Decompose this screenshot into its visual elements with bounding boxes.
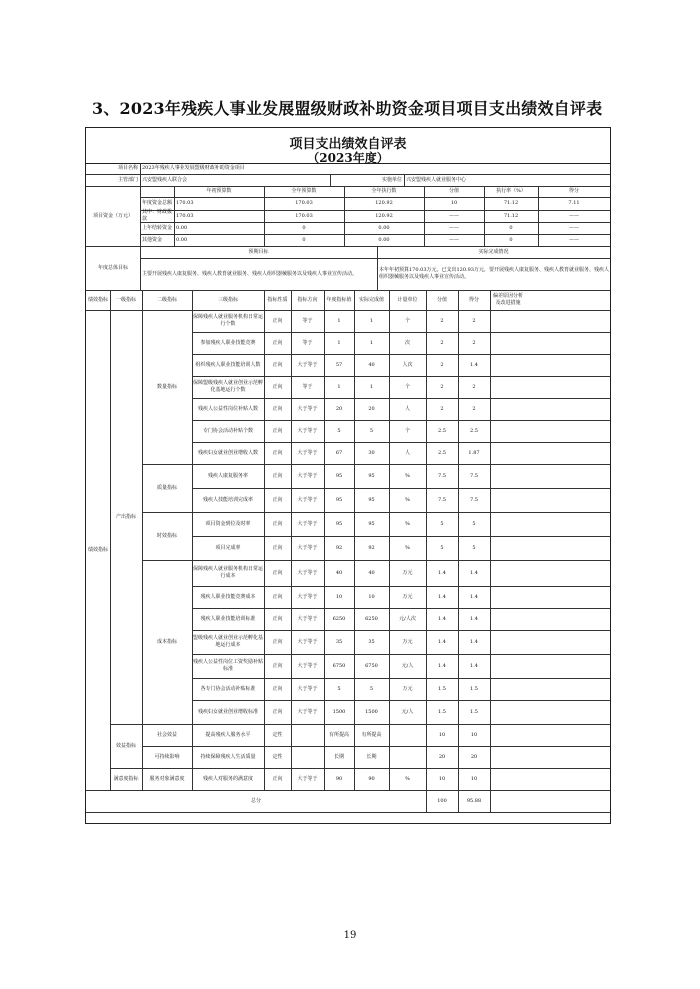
l2-quantity: 数量指标: [156, 383, 177, 390]
table-cell: 正向: [272, 383, 283, 390]
funds-header-0: 年初预算数: [206, 188, 232, 195]
table-cell: 95: [368, 496, 375, 503]
table-cell: 7.5: [438, 496, 446, 503]
table-cell: 等于: [302, 383, 313, 390]
table-cell: 残疾人技能培训完成率: [202, 496, 253, 503]
funds-cell: 170.03: [176, 212, 194, 219]
l2-sustain: 可持续影响: [154, 753, 180, 760]
table-cell: 正向: [272, 593, 283, 600]
table-cell: 万元: [402, 593, 413, 600]
funds-cell: 71.12: [503, 212, 519, 219]
funds-cell: ——: [449, 236, 459, 243]
total-got: 95.88: [466, 797, 482, 804]
table-cell: 1: [369, 317, 374, 324]
table-cell: 6750: [365, 662, 378, 669]
table-cell: 正向: [272, 472, 283, 479]
table-cell: 正向: [272, 544, 283, 551]
table-cell: 残疾人公益性岗位工资奖励补贴标准: [193, 659, 264, 672]
funds-row-label: 上年结转资金: [142, 224, 173, 231]
table-cell: 20: [438, 753, 446, 760]
perf-header-1: 一级指标: [115, 296, 136, 303]
table-cell: 元/人: [401, 662, 414, 669]
table-cell: 90: [335, 775, 343, 782]
table-cell: 1.4: [438, 615, 446, 622]
table-cell: 6750: [332, 662, 346, 669]
table-cell: 5: [472, 544, 476, 551]
table-cell: 正向: [272, 708, 283, 715]
table-cell: [490, 442, 610, 464]
table-cell: 1.4: [470, 593, 478, 600]
l1-satisfaction: 满意度指标: [113, 775, 139, 782]
table-cell: 次: [404, 339, 410, 346]
funds-header-2: 全年执行数: [371, 188, 397, 195]
funds-cell: 0.00: [176, 236, 188, 243]
table-cell: 10: [438, 775, 446, 782]
table-cell: 1.4: [470, 615, 478, 622]
funds-cell: ——: [569, 212, 579, 219]
perf-header-9: 分值: [436, 296, 447, 303]
table-cell: 人次: [402, 361, 413, 368]
funds-cell: 170.03: [295, 212, 313, 219]
goal-expected-label: 预期目标: [248, 248, 269, 255]
table-cell: 正向: [272, 405, 283, 412]
table-cell: [291, 746, 324, 768]
table-cell: 残疾人职业技能培训标准: [200, 615, 256, 622]
table-cell: 残疾人对服务的满意度: [202, 775, 253, 782]
table-cell: [389, 746, 426, 768]
table-cell: 1: [369, 339, 374, 346]
table-cell: 大于等于: [297, 472, 318, 479]
table-cell: 正向: [272, 775, 283, 782]
table-cell: 保障残疾人就业服务机构日常运行个数: [193, 314, 264, 327]
table-cell: 1.87: [468, 449, 480, 456]
table-cell: 专门协会活动补贴个数: [202, 427, 253, 434]
funds-cell: ——: [449, 224, 459, 231]
table-cell: 个: [404, 383, 410, 390]
table-cell: 1500: [365, 708, 378, 715]
table-cell: [490, 560, 610, 586]
table-cell: [490, 354, 610, 376]
funds-label: 项目资金（万元）: [92, 212, 133, 219]
table-cell: 定性: [272, 731, 283, 738]
table-cell: 有所提高: [328, 731, 349, 738]
impl-name: 兴安盟残疾人就业服务中心: [406, 176, 467, 183]
perf-header-7: 实际完成值: [358, 296, 384, 303]
table-cell: [490, 398, 610, 420]
perf-header-5: 指标方向: [297, 296, 318, 303]
table-cell: 提高残疾人服务水平: [205, 731, 251, 738]
table-cell: [490, 332, 610, 354]
table-cell: 92: [368, 544, 375, 551]
grid-line: [86, 812, 610, 813]
funds-cell: 0.00: [378, 236, 390, 243]
funds-row-label: 其中：财政拨款: [142, 209, 173, 222]
table-cell: 2: [440, 339, 444, 346]
table-cell: 长期: [333, 753, 344, 760]
table-cell: 20: [335, 405, 343, 412]
table-cell: 正向: [272, 569, 283, 576]
table-cell: 正向: [272, 638, 283, 645]
dept-label: 主管部门: [117, 176, 138, 183]
table-cell: 1: [337, 383, 341, 390]
l2-service: 服务对象满意度: [149, 775, 185, 782]
table-cell: 长期: [366, 753, 377, 760]
perf-header-3: 三级指标: [217, 296, 238, 303]
table-cell: [490, 654, 610, 678]
table-cell: [490, 630, 610, 654]
table-cell: 万元: [402, 685, 413, 692]
table-cell: 10: [368, 593, 375, 600]
table-cell: 大于等于: [297, 775, 318, 782]
table-cell: 1.4: [438, 593, 446, 600]
table-cell: 67: [335, 449, 343, 456]
table-cell: 1.4: [470, 662, 478, 669]
goal-expected: 主要开展残疾人康复服务、残疾人教育就业服务、残疾人组织器械服务以及残疾人事业宣传活动。: [142, 270, 358, 277]
table-cell: 项目资金到位及时率: [205, 520, 251, 527]
funds-cell: 10: [450, 200, 458, 207]
table-cell: 7.5: [470, 472, 478, 479]
table-cell: 元/人: [401, 708, 414, 715]
table-cell: 人: [404, 405, 410, 412]
perf-header-4: 指标性质: [267, 296, 288, 303]
table-cell: 40: [335, 569, 343, 576]
table-cell: 大于等于: [297, 708, 318, 715]
table-cell: 1.5: [470, 685, 478, 692]
table-cell: 5: [472, 520, 476, 527]
funds-row-label: 年度资金总额: [142, 200, 173, 207]
total-label: 总分: [250, 797, 261, 804]
table-cell: 10: [438, 731, 446, 738]
table-cell: [490, 376, 610, 398]
funds-cell: 170.03: [176, 200, 194, 207]
funds-header-4: 执行率（%）: [496, 188, 526, 195]
total-score: 100: [437, 797, 447, 804]
table-cell: 大于等于: [297, 638, 318, 645]
table-cell: 95: [335, 472, 343, 479]
table-cell: 1.4: [470, 361, 478, 368]
table-cell: 90: [368, 775, 375, 782]
table-cell: 残疾妇女就业创业增收人数: [197, 449, 258, 456]
table-cell: 95: [368, 520, 375, 527]
table-cell: 1.4: [470, 638, 478, 645]
table-cell: 保障盟级残疾人就业创业示范孵化基地运行个数: [193, 380, 264, 393]
table-cell: 2: [472, 405, 476, 412]
table-cell: [490, 420, 610, 442]
table-cell: %: [405, 520, 410, 527]
funds-cell: 0: [302, 224, 306, 231]
table-cell: 等于: [302, 317, 313, 324]
table-cell: 人: [404, 449, 410, 456]
table-cell: 大于等于: [297, 520, 318, 527]
table-cell: 万元: [402, 569, 413, 576]
table-cell: 个: [404, 317, 410, 324]
table-cell: 大于等于: [297, 496, 318, 503]
table-cell: 30: [368, 449, 375, 456]
funds-cell: 0.00: [378, 224, 390, 231]
table-subtitle: （2023年度）: [307, 151, 389, 165]
table-cell: 1: [337, 339, 341, 346]
table-cell: 组织残疾人职业技能培训人数: [195, 361, 261, 368]
table-cell: 保障残疾人就业服务机构日常运行成本: [193, 566, 264, 579]
table-cell: 2: [440, 361, 444, 368]
table-cell: 1.5: [438, 708, 446, 715]
table-cell: 2: [472, 383, 476, 390]
table-cell: [490, 768, 610, 790]
funds-cell: 71.12: [503, 200, 519, 207]
table-cell: 大于等于: [297, 405, 318, 412]
grid-line: [490, 790, 491, 812]
table-cell: 95: [335, 520, 343, 527]
table-cell: 等于: [302, 339, 313, 346]
table-cell: 盟级残疾人就业创业示范孵化基地运行成本: [193, 635, 264, 648]
table-cell: [490, 678, 610, 700]
funds-cell: 7.11: [568, 200, 580, 207]
table-cell: 正向: [272, 520, 283, 527]
table-cell: [490, 310, 610, 332]
table-cell: [490, 464, 610, 488]
impl-label: 实施单位: [381, 176, 402, 183]
table-cell: %: [405, 775, 410, 782]
funds-cell: 0: [509, 236, 513, 243]
table-cell: 持续保障残疾人生活质量: [200, 753, 256, 760]
table-cell: %: [405, 544, 410, 551]
table-cell: 正向: [272, 317, 283, 324]
table-cell: 大于等于: [297, 593, 318, 600]
table-cell: 个: [404, 427, 410, 434]
table-cell: 5: [440, 520, 444, 527]
perf-header-10: 得分: [468, 296, 479, 303]
table-cell: 1: [369, 383, 374, 390]
table-cell: 正向: [272, 361, 283, 368]
table-cell: [291, 724, 324, 746]
l2-social: 社会效益: [156, 731, 177, 738]
table-title: 项目支出绩效自评表: [289, 137, 407, 152]
table-cell: 1.4: [438, 638, 446, 645]
funds-header-1: 全年预算数: [291, 188, 317, 195]
table-cell: 各专门协会活动补贴标准: [200, 685, 256, 692]
table-cell: 10: [470, 731, 478, 738]
table-cell: 5: [337, 685, 341, 692]
table-cell: 大于等于: [297, 427, 318, 434]
table-cell: 正向: [272, 449, 283, 456]
table-cell: 2: [472, 317, 476, 324]
table-cell: 有所提高: [361, 731, 382, 738]
table-cell: 万元: [402, 638, 413, 645]
l1-output: 产出指标: [115, 513, 136, 520]
table-cell: [490, 512, 610, 536]
table-cell: [490, 746, 610, 768]
table-cell: 35: [368, 638, 375, 645]
funds-cell: 170.03: [295, 200, 313, 207]
table-cell: 正向: [272, 615, 283, 622]
funds-cell: 120.92: [375, 212, 393, 219]
goal-actual-label: 实际完成情况: [478, 248, 509, 255]
table-cell: [490, 488, 610, 512]
perf-header-6: 年度指标值: [326, 296, 352, 303]
table-cell: [490, 586, 610, 608]
table-cell: 正向: [272, 427, 283, 434]
table-cell: [490, 700, 610, 724]
table-cell: 20: [470, 753, 478, 760]
funds-cell: 120.92: [375, 200, 393, 207]
table-cell: 2: [472, 339, 476, 346]
perf-header-11: 偏差原因分析及改进措施: [492, 293, 523, 306]
table-cell: 10: [470, 775, 478, 782]
perf-header-8: 计量单位: [397, 296, 418, 303]
goal-label: 年度总体目标: [97, 264, 128, 271]
table-cell: 1.4: [438, 569, 446, 576]
perf-label: 绩效指标: [87, 546, 108, 553]
table-cell: 正向: [272, 496, 283, 503]
page-heading: 3、2023年残疾人事业发展盟级财政补助资金项目项目支出绩效自评表: [92, 99, 603, 118]
page-number: 19: [343, 930, 357, 941]
table-cell: 元/人次: [399, 615, 416, 622]
table-cell: 正向: [272, 339, 283, 346]
table-cell: 2.5: [438, 449, 446, 456]
table-cell: 7.5: [470, 496, 478, 503]
table-cell: 项目完成率: [215, 544, 241, 551]
table-cell: 6250: [332, 615, 346, 622]
table-cell: 35: [335, 638, 343, 645]
table-cell: 2: [440, 405, 444, 412]
table-cell: 5: [369, 427, 374, 434]
funds-cell: ——: [569, 224, 579, 231]
table-cell: %: [405, 472, 410, 479]
table-cell: 残疾妇女就业创业增收标准: [197, 708, 258, 715]
table-cell: 7.5: [438, 472, 446, 479]
table-cell: 1.5: [470, 708, 478, 715]
table-cell: 1.4: [470, 569, 478, 576]
table-cell: 大于等于: [297, 361, 318, 368]
table-cell: 2: [440, 317, 444, 324]
table-cell: 大于等于: [297, 449, 318, 456]
table-cell: 残疾人职业技能竞赛成本: [200, 593, 256, 600]
l2-cost: 成本指标: [156, 638, 177, 645]
table-cell: [490, 724, 610, 746]
table-cell: 参加残疾人职业技能竞赛: [200, 339, 256, 346]
table-cell: 40: [368, 361, 375, 368]
project-name: 2023年残疾人事业发展盟级财政补助资金项目: [142, 165, 245, 172]
table-cell: 大于等于: [297, 615, 318, 622]
table-cell: 2: [440, 383, 444, 390]
table-cell: 6250: [365, 615, 378, 622]
table-cell: [389, 724, 426, 746]
funds-cell: ——: [449, 212, 459, 219]
table-cell: %: [405, 496, 410, 503]
table-cell: [490, 608, 610, 630]
perf-header-2: 二级指标: [156, 296, 177, 303]
goal-actual: 本年年初预算170.03万元，已支出120.93万元，要开展残疾人康复服务、残疾人教育就业服务、残疾人组织器械服务以及残疾人事业宣传活动。: [379, 267, 609, 280]
perf-header-0: 绩效指标: [87, 296, 108, 303]
table-cell: 95: [368, 472, 375, 479]
l1-effect: 效益指标: [115, 742, 136, 749]
table-cell: 5: [369, 685, 374, 692]
table-cell: 正向: [272, 685, 283, 692]
table-cell: 92: [335, 544, 343, 551]
dept-name: 兴安盟残疾人联合会: [142, 176, 188, 183]
table-cell: 5: [337, 427, 341, 434]
table-cell: 1: [337, 317, 341, 324]
table-cell: 40: [368, 569, 375, 576]
table-cell: 1.5: [438, 685, 446, 692]
table-cell: 2.5: [470, 427, 478, 434]
l2-time: 时效指标: [156, 532, 177, 539]
table-cell: 残疾人康复服务率: [207, 472, 248, 479]
table-cell: 大于等于: [297, 544, 318, 551]
table-cell: [490, 536, 610, 560]
funds-header-3: 分值: [448, 188, 459, 195]
table-cell: 57: [335, 361, 343, 368]
table-cell: 1500: [332, 708, 346, 715]
table-cell: 10: [335, 593, 343, 600]
table-cell: 1.4: [438, 662, 446, 669]
table-cell: 大于等于: [297, 662, 318, 669]
project-name-label: 项目名称: [117, 165, 138, 172]
table-cell: 2.5: [438, 427, 446, 434]
table-cell: 大于等于: [297, 569, 318, 576]
table-cell: 95: [335, 496, 343, 503]
funds-header-5: 得分: [568, 188, 579, 195]
l2-quality: 质量指标: [156, 484, 177, 491]
funds-cell: ——: [569, 236, 579, 243]
funds-row-label: 其他资金: [142, 236, 163, 243]
table-cell: 5: [440, 544, 444, 551]
table-cell: 大于等于: [297, 685, 318, 692]
self-evaluation-table: [85, 127, 611, 824]
table-cell: 20: [368, 405, 375, 412]
table-cell: 残疾人公益性岗位补贴人数: [197, 405, 258, 412]
funds-cell: 0.00: [176, 224, 188, 231]
funds-cell: 0: [509, 224, 513, 231]
table-cell: 正向: [272, 662, 283, 669]
funds-cell: 0: [302, 236, 306, 243]
table-cell: 定性: [272, 753, 283, 760]
